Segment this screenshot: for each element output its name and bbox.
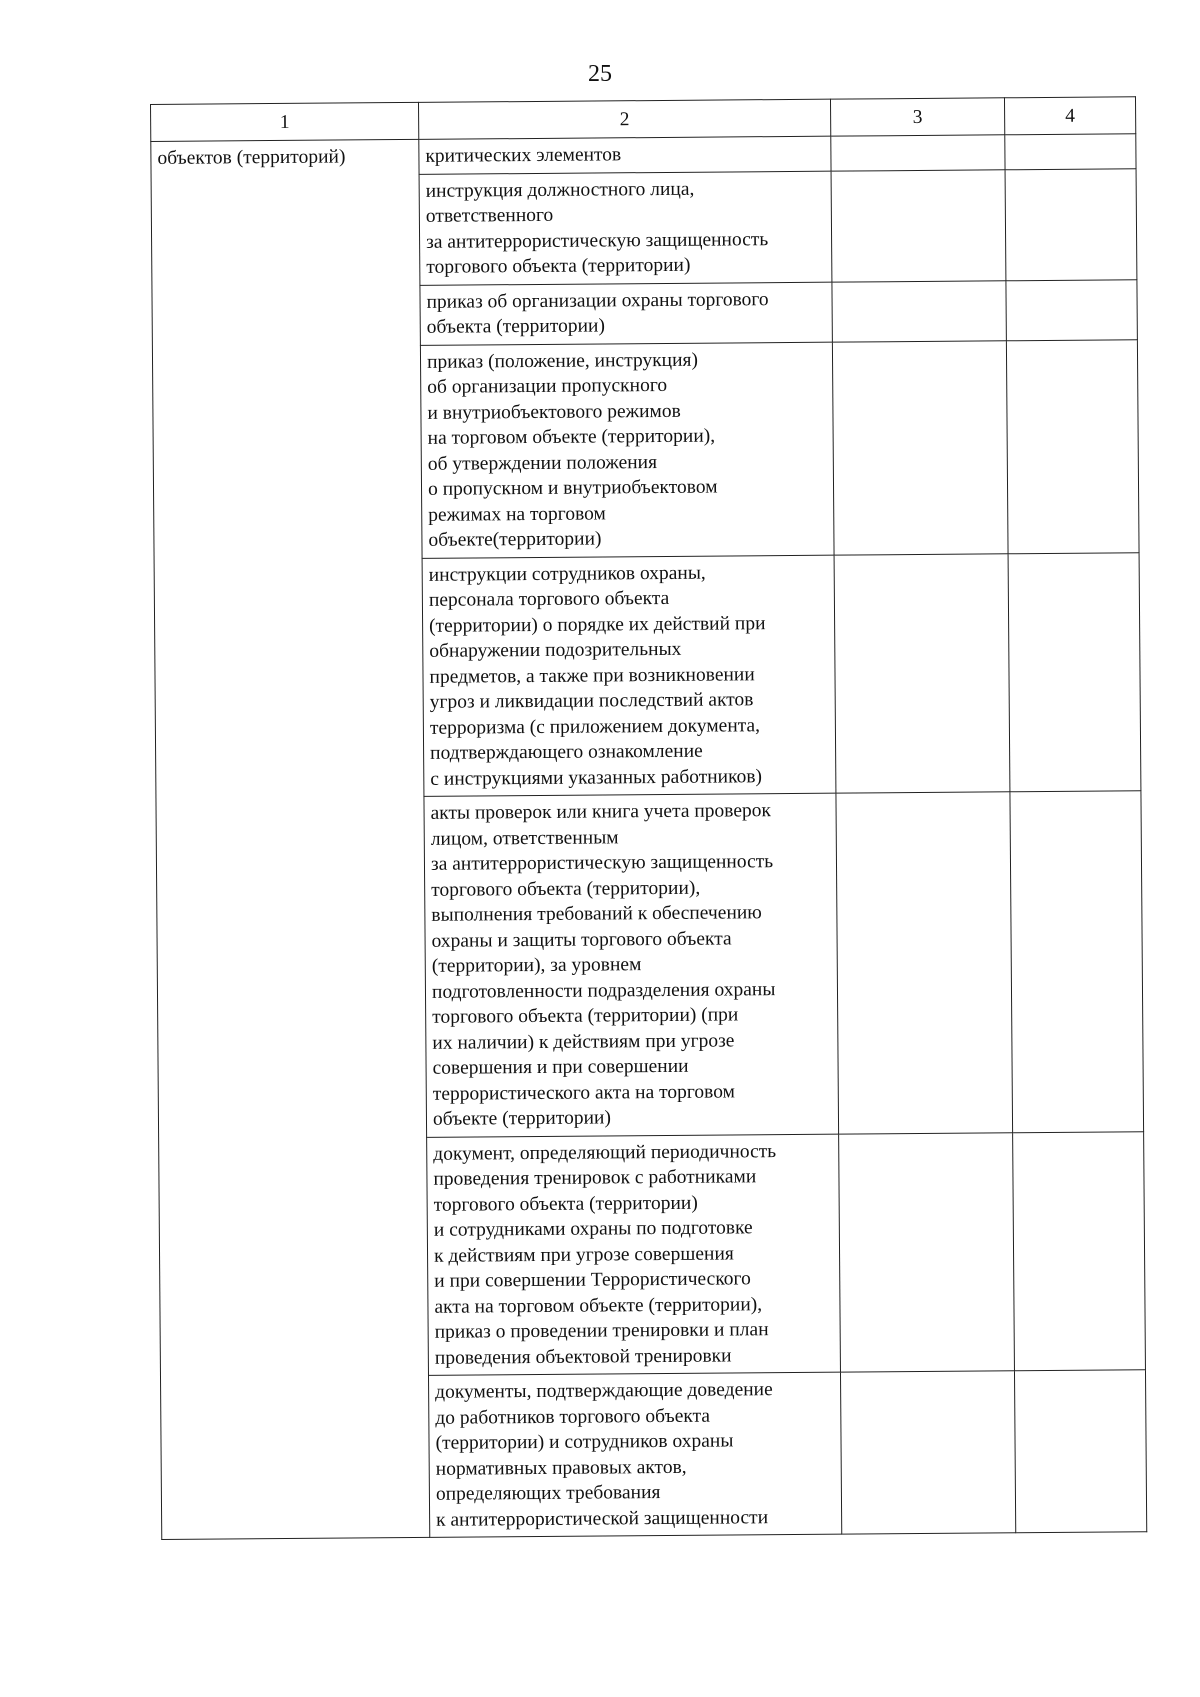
col4-cell: [1008, 552, 1141, 792]
col3-cell: [831, 135, 1005, 171]
col4-cell: [1013, 1131, 1146, 1371]
document-text: инструкции сотрудников охраны, персонала торгового объекта (территории) о порядке их действий при обнаружении подозрительных предметов, а также при возникновении угроз и ликвидации последствий актов терроризма (с приложением документа, подтверждающего ознакомление с инструкциями указанных работников): [428, 562, 766, 790]
col4-cell: [1014, 1370, 1146, 1533]
document-text: акты проверок или книга учета проверок лицом, ответственным за антитеррористическую защищенность торгового объекта (территории), выполнения требований к обеспечению охраны и защиты торгового объекта (территории), за уровнем подготовленности подразделения охраны торгового объекта (территории) (при их наличии) к действиям при угрозе совершения и при совершении террористического акта на торговом объекте (территории): [430, 800, 776, 1130]
header-col-3: 3: [830, 98, 1004, 136]
table-body: [151, 134, 1147, 1540]
document-cell: [420, 282, 832, 345]
col3-cell: [839, 1132, 1015, 1372]
col3-cell: [831, 169, 1006, 281]
col4-cell: [1005, 134, 1136, 170]
col4-cell: [1005, 168, 1137, 280]
col3-cell: [840, 1371, 1015, 1534]
document-cell: [422, 555, 836, 797]
header-col-2: 2: [418, 99, 830, 139]
document-text: документы, подтверждающие доведение до работников торгового объекта (территории) и сотрудников охраны нормативных правовых актов, определяющих требования к антитеррористической защищенности: [435, 1379, 773, 1531]
col3-cell: [836, 792, 1013, 1134]
header-col-1: 1: [151, 102, 419, 141]
document-cell: [419, 171, 832, 285]
col3-cell: [832, 340, 1008, 554]
header-col-4: 4: [1004, 97, 1135, 135]
object-category-text: объектов (территорий): [157, 146, 346, 169]
col3-cell: [834, 553, 1010, 793]
document-cell: [428, 1372, 841, 1537]
document-table: [150, 96, 1147, 1540]
col4-cell: [1010, 791, 1144, 1133]
document-cell: [424, 793, 839, 1137]
document-cell: [420, 342, 834, 558]
document-text: приказ (положение, инструкция) об организации пропускного и внутриобъектового режимов на торговом объекте (территории), об утверждении положения о пропускном и внутриобъектовом режимах на торговом объекте(территории): [426, 349, 718, 551]
col3-cell: [832, 280, 1006, 341]
page-number: 25: [588, 61, 612, 87]
document-cell: [419, 136, 831, 174]
col4-cell: [1006, 279, 1137, 340]
document-text: инструкция должностного лица, ответственного за антитеррористическую защищенность торгового объекта (территории): [425, 178, 769, 278]
col4-cell: [1006, 339, 1139, 553]
document-text: документ, определяющий периодичность проведения тренировок с работниками торгового объекта (территории) и сотрудниками охраны по подготовке к действиям при угрозе совершения и при совершении Террористического акта на торговом объекте (территории), приказ о проведении тренировки и план проведения объектовой тренировки: [433, 1140, 777, 1369]
object-category-cell: [151, 139, 430, 1539]
document-text: критических элементов: [425, 144, 622, 167]
document-cell: [427, 1134, 841, 1376]
document-text: приказ об организации охраны торгового объекта (территории): [426, 288, 769, 338]
